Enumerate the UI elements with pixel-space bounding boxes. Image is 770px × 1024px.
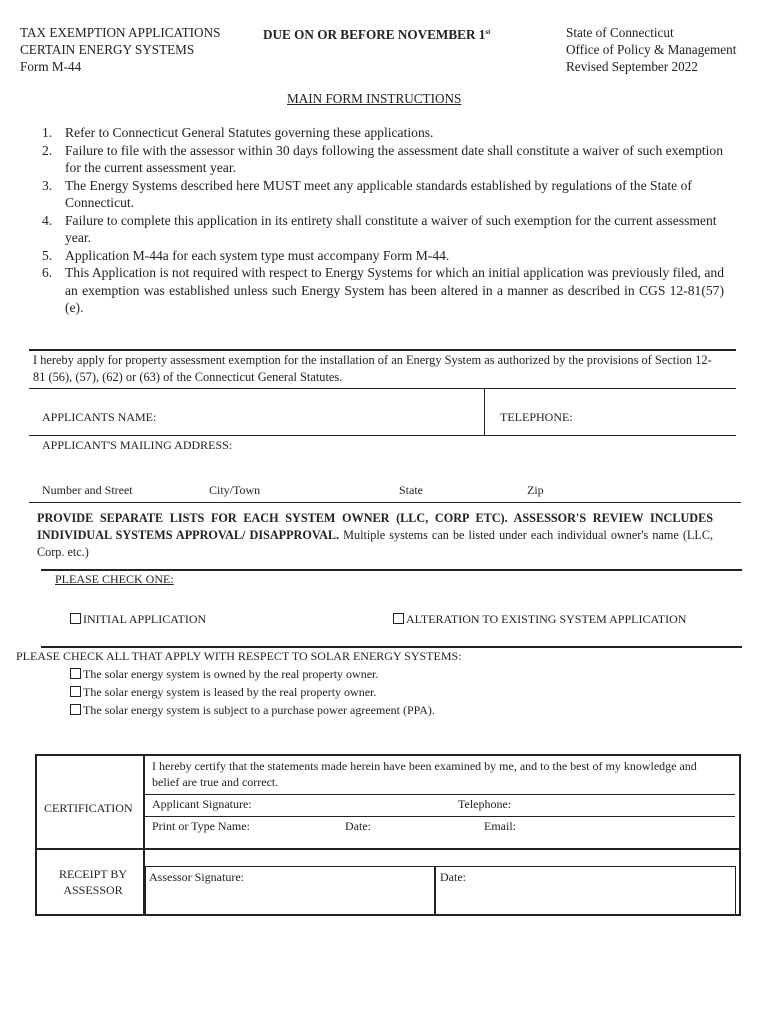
checkbox-icon[interactable] <box>393 613 404 624</box>
receipt-date-box <box>435 866 736 916</box>
instruction-item: 4. Failure to complete this application in its entirety shall constitute a waiver of such exemption for the current assessment year. <box>42 212 717 245</box>
form-subject: CERTAIN ENERGY SYSTEMS <box>20 42 195 57</box>
telephone-label: TELEPHONE: <box>500 410 573 424</box>
header-right <box>566 24 736 75</box>
issuing-office: Office of Policy & Management <box>566 42 737 57</box>
initial-application-option[interactable]: INITIAL APPLICATION <box>70 612 206 627</box>
applicant-signature-label: Applicant Signature: <box>152 797 252 811</box>
instructions-title: MAIN FORM INSTRUCTIONS <box>287 91 462 106</box>
instruction-item: 1. Refer to Connecticut General Statutes governing these applications. <box>42 125 434 140</box>
instructions-list <box>24 124 724 317</box>
instruction-item: 5. Application M-44a for each system type must accompany Form M-44. <box>42 247 450 263</box>
cert-telephone-label: Telephone: <box>458 797 512 811</box>
solar-label: PLEASE CHECK ALL THAT APPLY WITH RESPECT TO SOLAR ENERGY SYSTEMS: <box>16 649 462 663</box>
state-label: State <box>399 483 423 497</box>
form-number: Form M-44 <box>20 59 82 74</box>
certification-label: CERTIFICATION <box>44 801 133 815</box>
divider <box>41 646 742 648</box>
checkbox-icon[interactable] <box>70 704 81 715</box>
instruction-item: 2. Failure to file with the assessor within 30 days following the assessment date shall constitute a waiver of such exemption for the current assessment year. <box>42 142 724 175</box>
alteration-option[interactable]: ALTERATION TO EXISTING SYSTEM APPLICATION <box>393 612 686 627</box>
header-left <box>20 24 220 75</box>
solar-option-owned[interactable]: The solar energy system is owned by the real property owner. <box>70 667 378 682</box>
separate-lists-note: PROVIDE SEPARATE LISTS FOR EACH SYSTEM OWNER (LLC, CORP ETC). ASSESSOR'S REVIEW INCLUDES INDIVIDUAL SYSTEMS APPROVAL/ DISAPPROVAL. Multiple systems can be listed under each individual owner's name (LLC, Corp. etc.) <box>37 511 713 559</box>
instruction-item: 3. The Energy Systems described here MUST meet any applicable standards established by regulations of the State of Connecticut. <box>42 177 692 210</box>
divider <box>145 794 735 795</box>
issuing-state: State of Connecticut <box>566 25 674 40</box>
certification-statement: I hereby certify that the statements made herein have been examined by me, and to the best of my knowledge and belief are true and correct. <box>152 759 697 789</box>
receipt-label: RECEIPT BY ASSESSOR <box>58 867 128 897</box>
mailing-address-label: APPLICANT'S MAILING ADDRESS: <box>42 438 233 452</box>
email-label: Email: <box>484 819 516 833</box>
checkbox-icon[interactable] <box>70 668 81 679</box>
divider <box>145 816 735 817</box>
applicant-name-label: APPLICANTS NAME: <box>42 410 157 424</box>
instruction-item: 6. This Application is not required with respect to Energy Systems for which an initial application was previously filed, and an exemption was established unless such Energy System has been altered in a manner as described in CGS 12-81(57)(e). <box>42 265 724 315</box>
checkbox-icon[interactable] <box>70 613 81 624</box>
assessor-signature-label: Assessor Signature: <box>149 870 244 884</box>
check-one-label: PLEASE CHECK ONE: <box>55 572 174 586</box>
cert-date-label: Date: <box>345 819 371 833</box>
zip-label: Zip <box>527 483 544 497</box>
solar-option-leased[interactable]: The solar energy system is leased by the real property owner. <box>70 685 376 700</box>
receipt-date-label: Date: <box>440 870 466 884</box>
divider <box>29 349 736 351</box>
divider <box>29 435 736 436</box>
divider <box>35 848 741 850</box>
divider <box>484 388 485 435</box>
number-street-label: Number and Street <box>42 483 133 497</box>
due-date-heading: DUE ON OR BEFORE NOVEMBER 1st <box>263 27 491 42</box>
divider <box>29 502 741 503</box>
solar-option-ppa[interactable]: The solar energy system is subject to a purchase power agreement (PPA). <box>70 703 435 718</box>
city-label: City/Town <box>209 483 261 497</box>
divider <box>41 569 742 571</box>
form-series-title: TAX EXEMPTION APPLICATIONS <box>20 25 221 40</box>
divider <box>29 388 736 389</box>
checkbox-icon[interactable] <box>70 686 81 697</box>
print-name-label: Print or Type Name: <box>152 819 250 833</box>
apply-statement: I hereby apply for property assessment exemption for the installation of an Energy System as authorized by the provisions of Section 12-81 (56), (57), (62) or (63) of the Connecticut General Statutes. <box>33 353 712 384</box>
revision-date: Revised September 2022 <box>566 59 698 74</box>
